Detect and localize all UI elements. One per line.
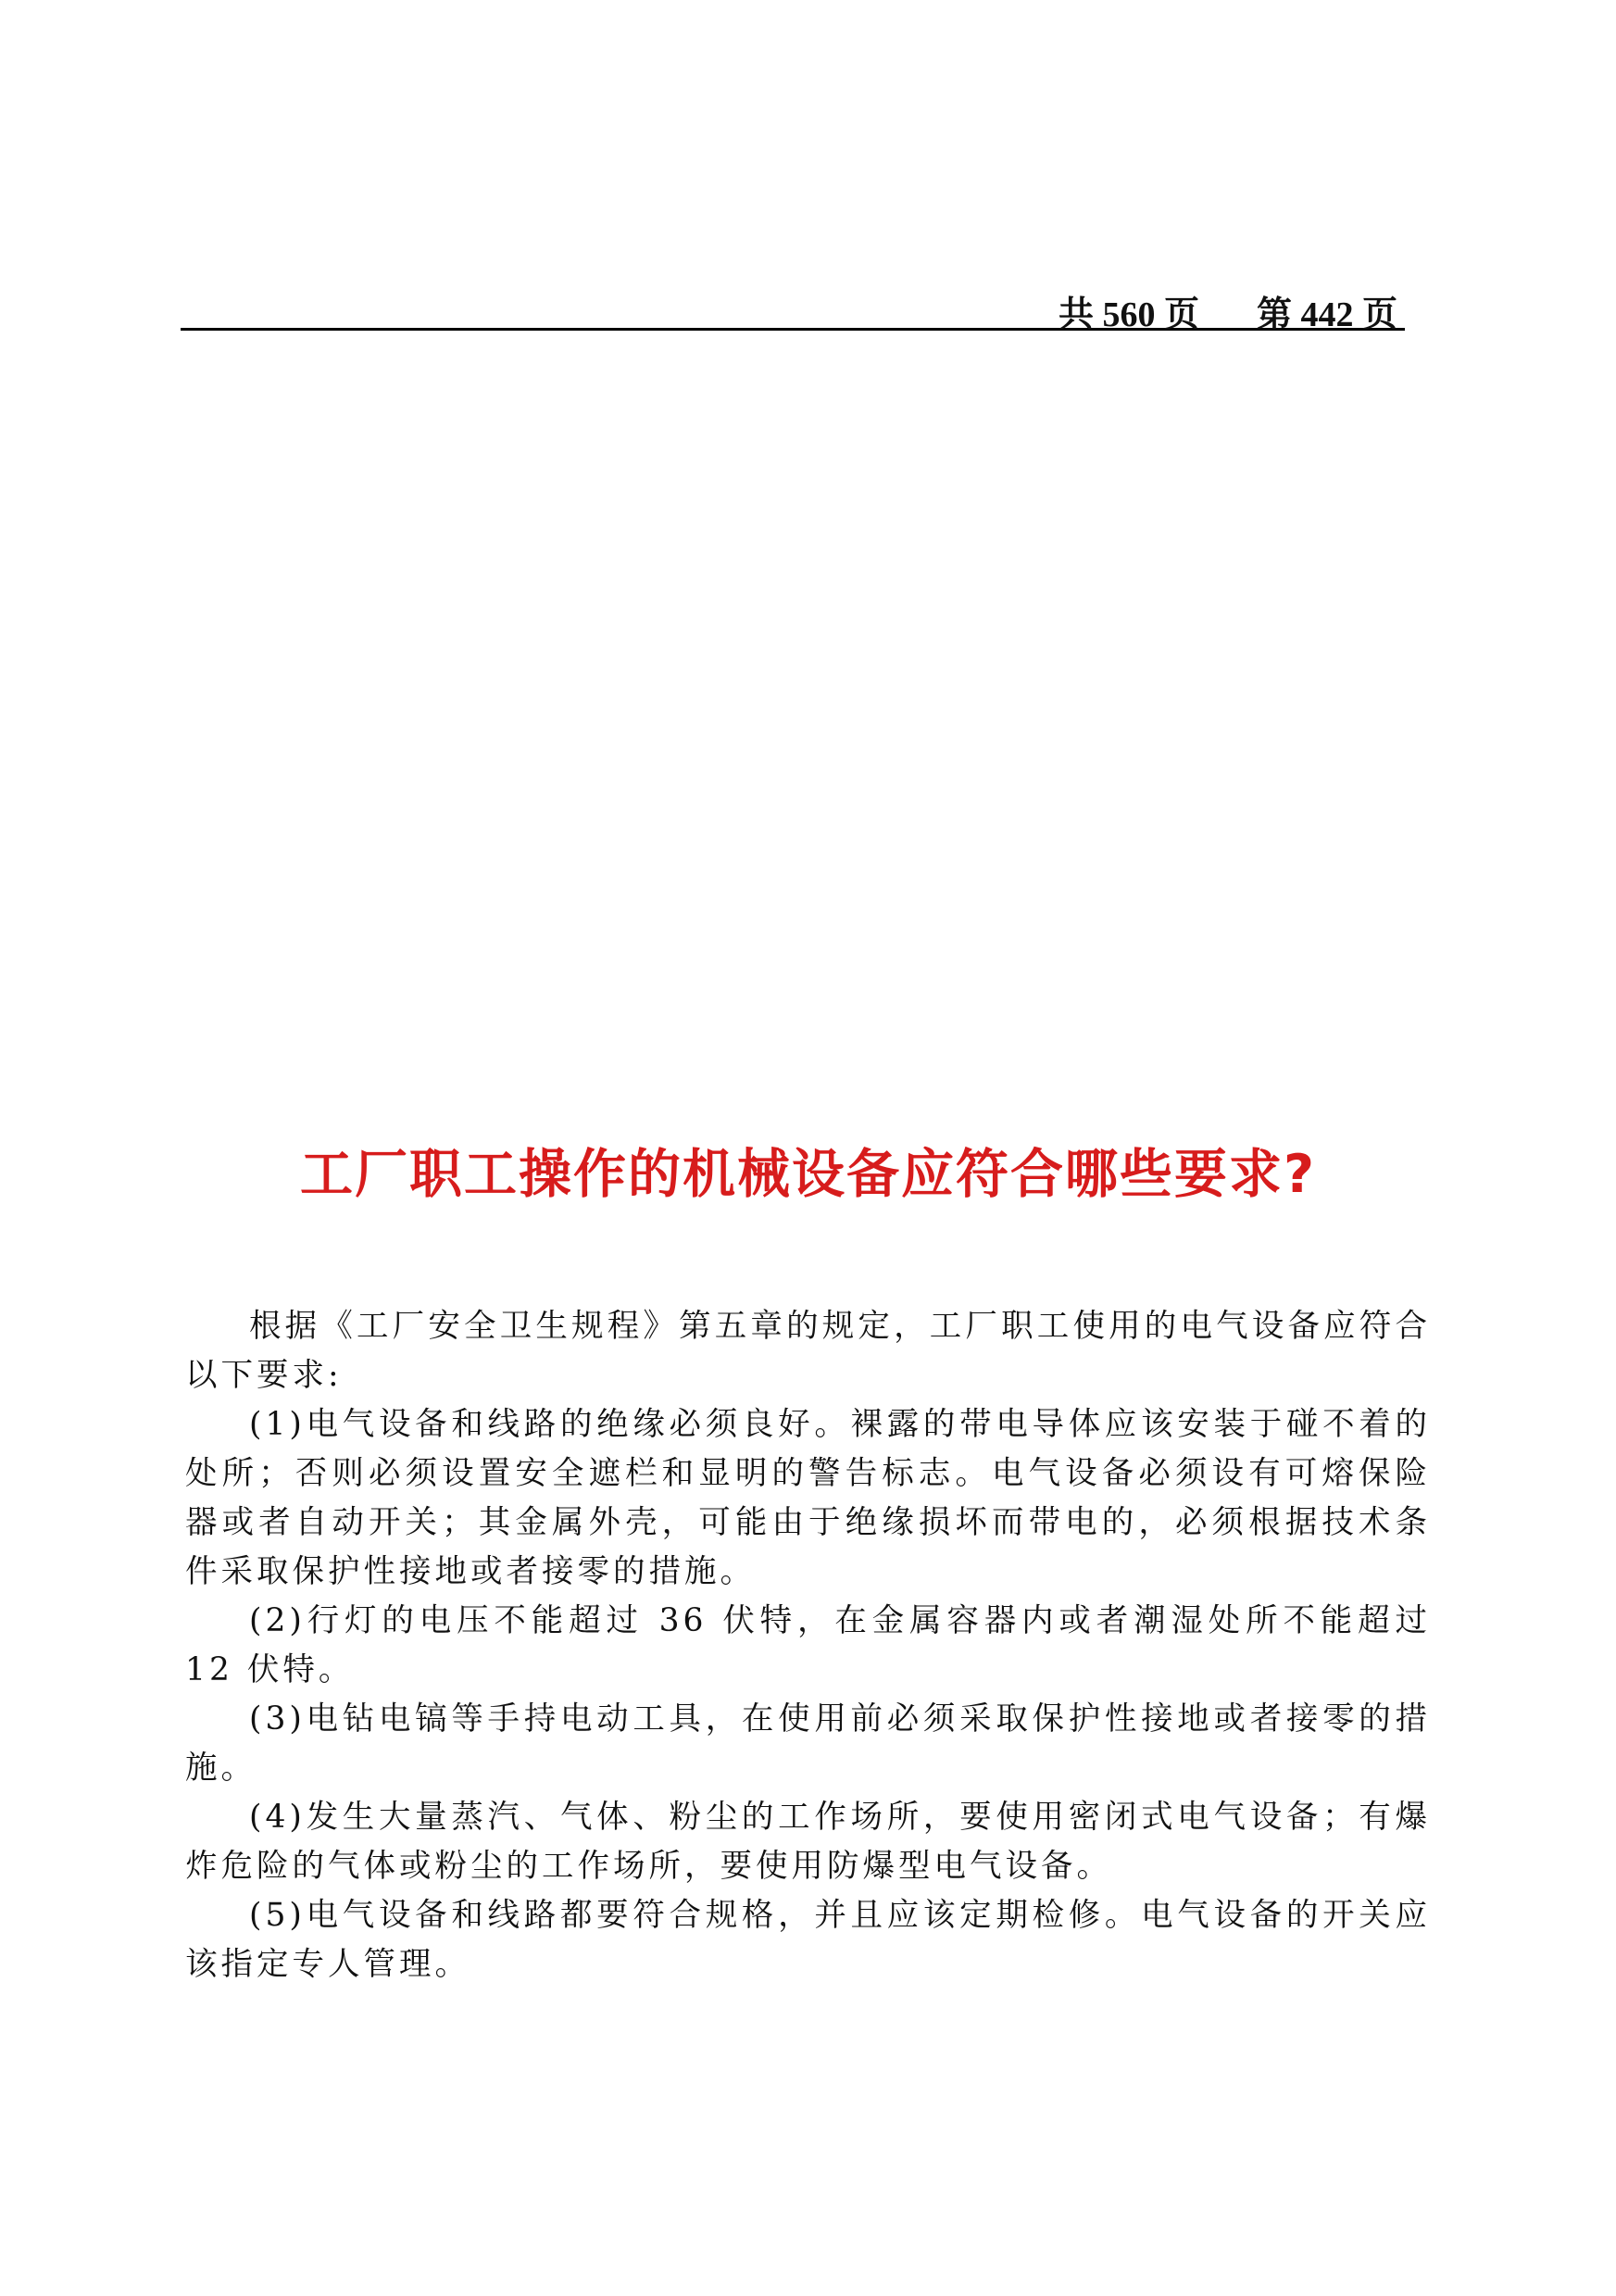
paragraph-item-3: (3)电钻电镐等手持电动工具，在使用前必须采取保护性接地或者接零的措施。	[185, 1700, 1431, 1787]
total-pages: 共 560 页	[1058, 295, 1199, 334]
current-page: 第 442 页	[1256, 295, 1397, 334]
paragraph-item-4: (4)发生大量蒸汽、气体、粉尘的工作场所，要使用密闭式电气设备；有爆炸危险的气体或粉尘的工作场所，要使用防爆型电气设备。	[185, 1799, 1431, 1885]
document-title: 工厂职工操作的机械设备应符合哪些要求?	[299, 1144, 1317, 1205]
paragraph-item-1: (1)电气设备和线路的绝缘必须良好。裸露的带电导体应该安装于碰不着的处所；否则必须设置安全遮栏和显明的警告标志。电气设备必须设有可熔保险器或者自动开关；其金属外壳，可能由于绝缘损坏而带电的，必须根据技术条件采取保护性接地或者接零的措施。	[185, 1406, 1431, 1590]
document-body	[185, 1302, 1431, 1989]
paragraph-intro: 根据《工厂安全卫生规程》第五章的规定，工厂职工使用的电气设备应符合以下要求:	[185, 1308, 1431, 1394]
paragraph-item-2: (2)行灯的电压不能超过 36 伏特，在金属容器内或者潮湿处所不能超过 12 伏特。	[185, 1602, 1431, 1688]
page-counter	[1059, 285, 1397, 336]
paragraph-item-5: (5)电气设备和线路都要符合规格，并且应该定期检修。电气设备的开关应该指定专人管理。	[185, 1897, 1431, 1983]
page-header	[181, 278, 1405, 334]
